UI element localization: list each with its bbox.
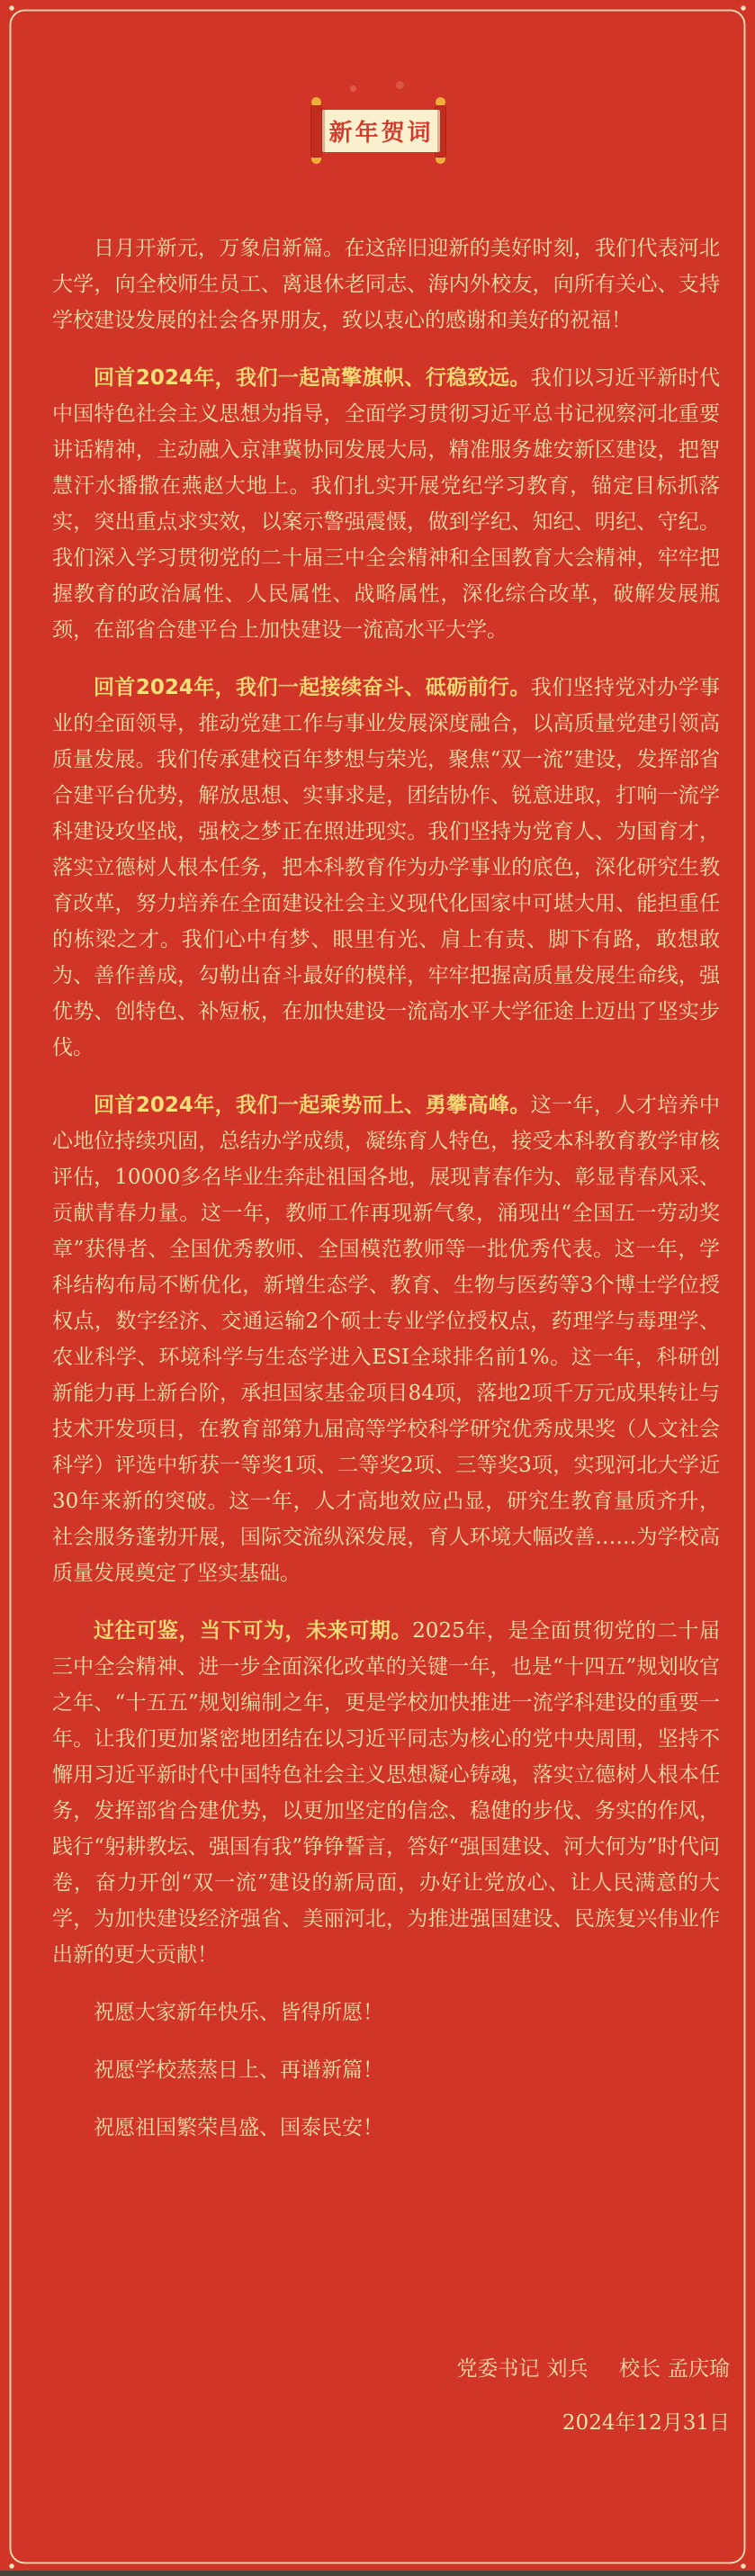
paragraph-text: 这一年，人才培养中心地位持续巩固，总结办学成绩，凝练育人特色，接受本科教育教学审核评估，10000多名毕业生奔赴祖国各地，展现青春作为、彰显青春风采、贡献青春力量。这一年，教师工作再现新气象，涌现出“全国五一劳动奖章”获得者、全国优秀教师、全国模范教师等一批优秀代表。这一年，学科结构布局不断优化，新增生态学、教育、生物与医药等3个博士学位授权点，数字经济、交通运输2个硕士专业学位授权点，药理学与毒理学、农业科学、环境科学与生态学进入ESI全球排名前1%。这一年，科研创新能力再上新台阶，承担国家基金项目84项，落地2项千万元成果转让与技术开发项目，在教育部第九届高等学校科学研究优秀成果奖（人文社会科学）评选中斩获一等奖1项、二等奖2项、三等奖3项，实现河北大学近30年来新的突破。这一年，人才高地效应凸显，研究生教育量质齐升，社会服务蓬勃开展，国际交流纵深发展，育人环境大幅改善……为学校高质量发展奠定了坚实基础。 (52, 1094, 721, 1585)
paragraph-text: 2025年，是全面贯彻党的二十届三中全会精神、进一步全面深化改革的关键一年，也是“十四五”规划收官之年、“十五五”规划编制之年，更是学校加快推进一流学科建设的重要一年。让我们更加紧密地团结在以习近平同志为核心的党中央周围，坚持不懈用习近平新时代中国特色社会主义思想凝心铸魂，落实立德树人根本任务，发挥部省合建优势，以更加坚定的信念、稳健的步伐、务实的作风，践行“躬耕教坛、强国有我”铮铮誓言，答好“强国建设、河大何为”时代问卷，奋力开创“双一流”建设的新局面，办好让党放心、让人民满意的大学，为加快建设经济强省、美丽河北，为推进强国建设、民族复兴伟业作出新的更大贡献！ (52, 1619, 720, 1967)
decor-dot (396, 81, 404, 89)
paragraph (52, 230, 720, 338)
banner-panel (322, 110, 440, 152)
paragraph-text: 祝愿学校蒸蒸日上、再谱新篇！ (94, 2058, 383, 2082)
paragraph-text: 我们坚持党对办学事业的全面领导，推动党建工作与事业发展深度融合，以高质量党建引领高质量发展。我们传承建校百年梦想与荣光，聚焦“双一流”建设，发挥部省合建平台优势，解放思想、实事求是，团结协作、锐意进取，打响一流学科建设攻坚战，强校之梦正在照进现实。我们坚持为党育人、为国育才，落实立德树人根本任务，把本科教育作为办学事业的底色，深化研究生教育改革，努力培养在全面建设社会主义现代化国家中可堪大用、能担重任的栋梁之才。我们心中有梦、眼里有光、肩上有责、脚下有路，敢想敢为、善作善成，勾勒出奋斗最好的模样，牢牢把握高质量发展生命线，强优势、创特色、补短板，在加快建设一流高水平大学征途上迈出了坚实步伐。 (52, 676, 721, 1059)
paragraph-text: 我们以习近平新时代中国特色社会主义思想为指导，全面学习贯彻习近平总书记视察河北重要讲话精神，主动融入京津冀协同发展大局，精准服务雄安新区建设，把智慧汗水播撒在燕赵大地上。我们扎实开展党纪学习教育，锚定目标抓落实，突出重点求实效，以案示警强震慑，做到学纪、知纪、明纪、守纪。我们深入学习贯彻党的二十届三中全会精神和全国教育大会精神，牢牢把握教育的政治属性、人民属性、战略属性，深化综合改革，破解发展瓶颈，在部省合建平台上加快建设一流高水平大学。 (52, 366, 721, 642)
paragraph-lead: 过往可鉴，当下可为，未来可期。 (94, 1619, 413, 1643)
paragraph-text: 祝愿大家新年快乐、皆得所愿！ (94, 2001, 383, 2024)
banner-scroll (310, 97, 446, 164)
president-name: 孟庆瑜 (668, 2357, 730, 2381)
banner-title: 新年贺词 (328, 119, 434, 146)
letter-body (52, 230, 720, 2167)
paragraph-text: 日月开新元，万象启新篇。在这辞旧迎新的美好时刻，我们代表河北大学，向全校师生员工、离退休老同志、海内外校友，向所有关心、支持学校建设发展的社会各界朋友，致以衷心的感谢和美好的祝福！ (52, 237, 720, 332)
signature-line (456, 2351, 730, 2387)
president-label: 校长 (618, 2357, 661, 2381)
paragraph (52, 670, 720, 1066)
paragraph-lead: 回首2024年，我们一起接续奋斗、砥砺前行。 (94, 676, 531, 699)
secretary-name: 刘兵 (546, 2357, 589, 2381)
paragraph-lead: 回首2024年，我们一起乘势而上、勇攀高峰。 (94, 1094, 531, 1117)
wish-line (52, 1995, 720, 2031)
paragraph (52, 360, 720, 648)
scroll-bar-left (310, 105, 322, 158)
bottom-edge (0, 2571, 755, 2576)
wish-line (52, 2110, 720, 2146)
wish-line (52, 2052, 720, 2088)
paragraph (52, 1087, 720, 1591)
paragraph-lead: 回首2024年，我们一起高擎旗帜、行稳致远。 (94, 366, 531, 390)
paragraph-text: 祝愿祖国繁荣昌盛、国泰民安！ (94, 2116, 383, 2139)
date-line: 2024年12月31日 (562, 2411, 730, 2435)
paragraph (52, 1613, 720, 1973)
secretary-label: 党委书记 (456, 2357, 540, 2381)
decor-dot (350, 86, 356, 92)
